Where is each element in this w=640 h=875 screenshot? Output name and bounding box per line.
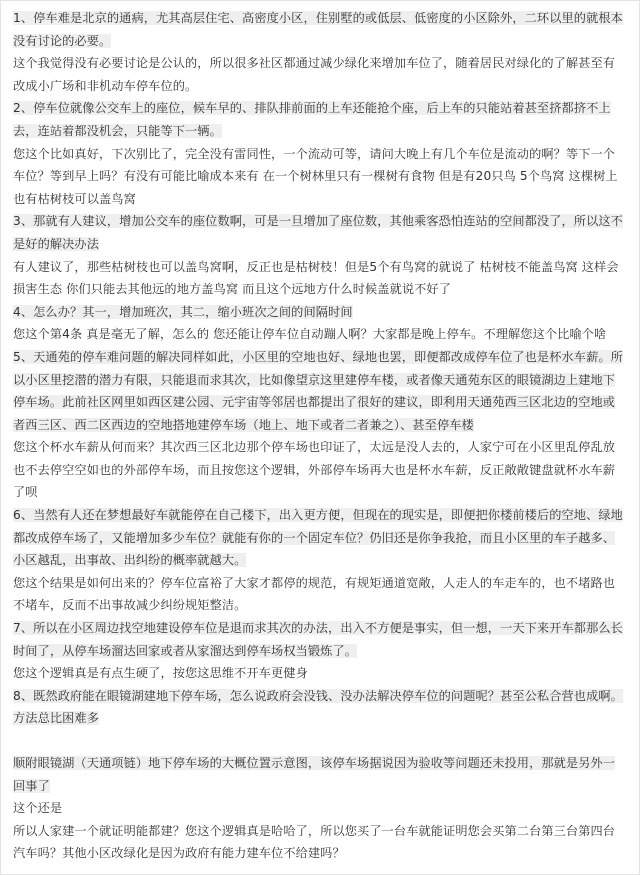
paragraph-5: [13, 210, 627, 255]
paragraph-4: [13, 143, 627, 211]
paragraph-5-text: 3、那就有人建议，增加公交车的座位数啊，可是一旦增加了座位数，其他乘客恐怕连站的空间都没了，所以这不是好的解决办法: [13, 214, 623, 251]
paragraph-8-text: 您这个第4条 真是毫无了解，怎么的 您还能让停车位自动蹦人啊？大家都是晚上停车。不理解您这个比喻个啥: [13, 327, 607, 342]
paragraph-10: [13, 436, 627, 504]
paragraph-12-text: 您这个结果是如何出来的？停车位富裕了大家才都停的规范，有规矩通道宽敞，人走人的车走车的，也不堵路也不堵车，反而不出事故减少纠纷规矩整洁。: [13, 575, 616, 613]
paragraph-17: [13, 797, 627, 820]
paragraph-6: [13, 256, 627, 301]
paragraph-7-text: 4、怎么办？其一，增加班次，其二，缩小班次之间的间隔时间: [13, 304, 353, 319]
paragraph-14-text: 您这个逻辑真是有点生硬了，按您这思维不开车更健身: [13, 666, 308, 681]
paragraph-6-text: 有人建议了，那些枯树枝也可以盖鸟窝啊，反正也是枯树枝！但是5个有鸟窝的就说了 枯树枝不能盖鸟窝 这样会损害生态 你们只能去其他远的地方盖鸟窝 而且这个远地方什么时候盖就说不好了: [13, 259, 619, 297]
paragraph-9-text: 5、天通苑的停车难问题的解决同样如此，小区里的空地也好、绿地也罢，即便都改成停车位了也是杯水车薪。所以小区里挖潜的潜力有限，只能退而求其次，比如像望京这里建停车楼，或者像天通苑东区的眼镜湖边上建地下停车场。此前社区网里如西区建公园、元宇宙等邻居也都提出了很好的建议，即利用天通苑西三区北边的空地或者西三区、西二区西边的空地搭地建停车场（地上、地下或者二者兼之）、甚至停车楼: [13, 349, 623, 432]
paragraph-9: [13, 346, 627, 436]
paragraph-1: [13, 7, 627, 52]
paragraph-16-text: 顺附眼镜湖（天通项链）地下停车场的大概位置示意图，该停车场据说因为验收等问题还未投用，那就是另外一回事了: [13, 756, 616, 793]
paragraph-12: [13, 572, 627, 617]
paragraph-3-text: 2、停车位就像公交车上的座位，候车早的、排队排前面的上车还能抢个座，后上车的只能站着甚至挤都挤不上去，连站着都没机会，只能等下一辆。: [13, 101, 611, 138]
paragraph-4-text: 您这个比如真好，下次别比了，完全没有雷同性，一个流动可等，请问大晚上有几个车位是流动的啊？等下一个车位？等到早上吗？有没有可能比喻成本来有 在一个树林里只有一棵树有食物 但是有20只鸟 5个鸟窝 这棵树上也有枯树枝可以盖鸟窝: [13, 146, 618, 206]
paragraph-13-text: 7、所以在小区周边找空地建设停车位是退而求其次的办法，出入不方便是事实，但一想，一天下来开车都那么长时间了，从停车场溜达回家或者从家溜达到停车场权当锻炼了。: [13, 621, 623, 658]
paragraph-15-text: 8、既然政府能在眼镜湖建地下停车场，怎么说政府会没钱、没办法解决停车位的问题呢？甚至公私合营也成啊。方法总比困难多: [13, 688, 623, 726]
paragraph-2-text: 这个我觉得没有必要讨论是公认的，所以很多社区都通过减少绿化来增加车位了，随着居民对绿化的了解甚至有改成小广场和非机动车停车位的。: [13, 56, 616, 93]
blank-line: [13, 730, 627, 752]
paragraph-14: [13, 662, 627, 685]
paragraph-1-text: 1、停车难是北京的通病，尤其高层住宅、高密度小区，住别墅的或低层、低密度的小区除外，二环以里的就根本没有讨论的必要。: [13, 11, 623, 48]
document-body: [13, 7, 627, 865]
paragraph-16: [13, 752, 627, 797]
paragraph-18: [13, 820, 627, 865]
paragraph-17-text: 这个还是: [13, 801, 63, 816]
paragraph-8: [13, 323, 627, 346]
paragraph-15: [13, 685, 627, 730]
paragraph-3: [13, 97, 627, 142]
paragraph-11: [13, 504, 627, 572]
paragraph-7: [13, 301, 627, 324]
paragraph-18-text: 所以人家建一个就证明能都建？您这个逻辑真是哈哈了，所以您买了一台车就能证明您会买第二台第三台第四台汽车吗？其他小区改绿化是因为政府有能力建车位不给建吗？: [13, 823, 616, 861]
paragraph-10-text: 您这个杯水车薪从何而来？其次西三区北边那个停车场也印证了，太远是没人去的，人家宁可在小区里乱停乱放也不去停空空如也的外部停车场，而且按您这个逻辑，外部停车场再大也是杯水车薪，反正敞敞键盘就杯水车薪了呗: [13, 440, 616, 500]
paragraph-13: [13, 617, 627, 662]
paragraph-11-text: 6、当然有人还在梦想最好车就能停在自己楼下，出入更方便，但现在的现实是，即便把你楼前楼后的空地、绿地都改成停车场了，又能增加多少车位？就能有你的一个固定车位？仍旧还是你争我抢，而且小区里的车子越多、小区越乱，出事故、出纠纷的概率就越大。: [13, 508, 623, 568]
paragraph-2: [13, 52, 627, 97]
